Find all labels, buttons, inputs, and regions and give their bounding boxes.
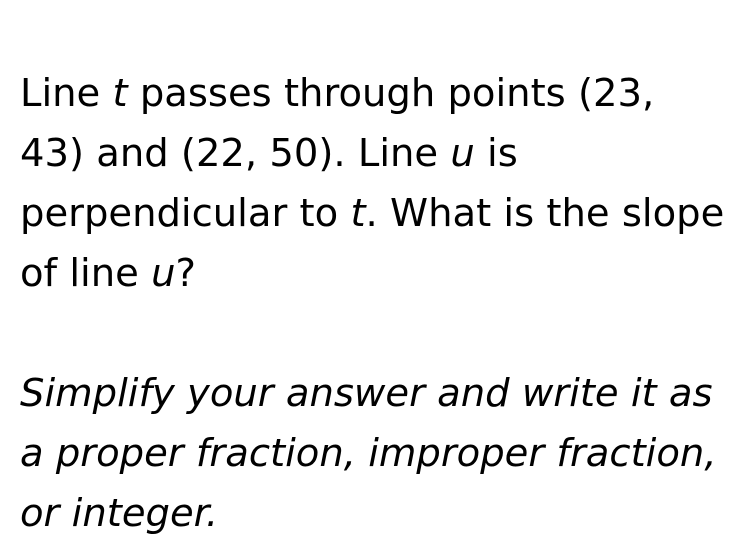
question-text-segment: Line [20,71,113,116]
question-line [20,124,752,184]
question-text-segment: perpendicular to [20,191,351,236]
question-text-segment: of line [20,251,152,296]
question-text-segment: . What is the slope [365,191,725,236]
instruction-line: or integer. [20,491,219,536]
question-text-segment: is [474,131,518,176]
question-line [20,184,752,244]
variable-u: u [151,251,176,296]
question-line [20,244,752,304]
answer-instructions [20,364,752,544]
instruction-line: a proper fraction, improper fraction, [20,431,717,476]
question-text-segment: passes through points (23, [127,71,655,116]
variable-u: u [450,131,475,176]
question-text-segment: ? [175,251,196,296]
instruction-line: Simplify your answer and write it as [20,371,713,416]
paragraph-gap [20,304,752,364]
variable-t: t [350,191,366,236]
question-line [20,64,752,124]
question-text-segment: 43) and (22, 50). Line [20,131,451,176]
question-text [20,64,752,304]
variable-t: t [112,71,128,116]
problem-content [20,64,752,544]
